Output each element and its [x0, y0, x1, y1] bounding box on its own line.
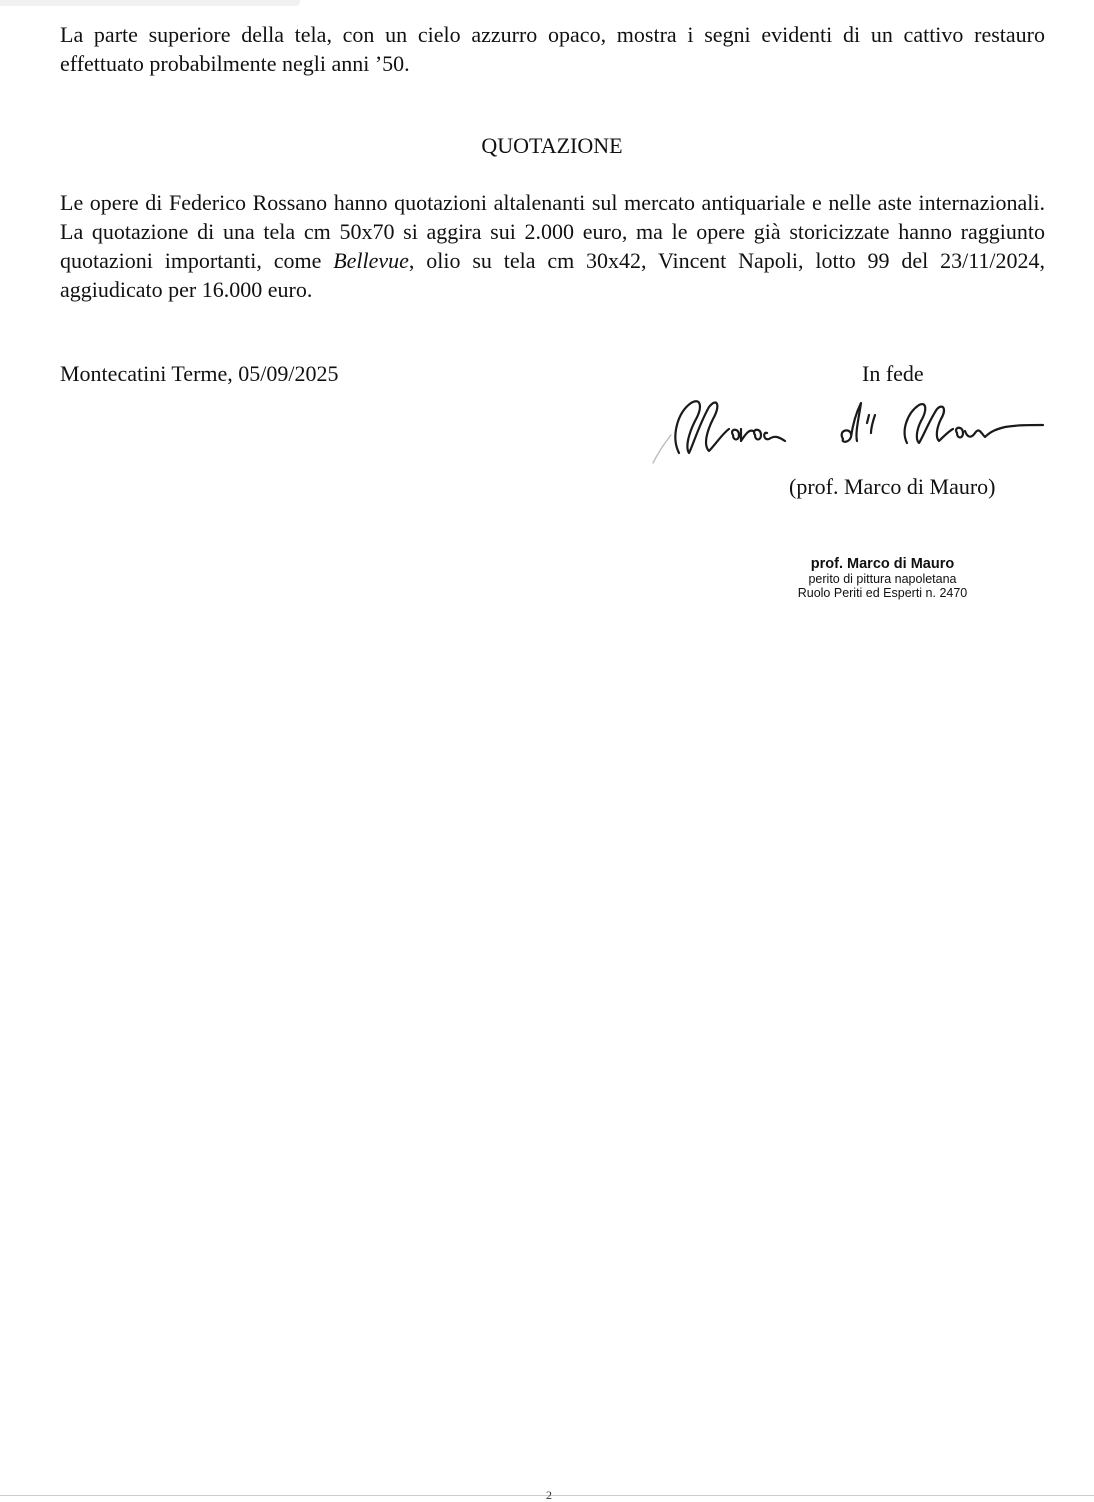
page-number: 2: [546, 1488, 552, 1502]
professional-stamp: [770, 556, 995, 600]
closing-in-fede: In fede: [862, 361, 924, 386]
place-date: Montecatini Terme, 05/09/2025: [60, 361, 339, 386]
handwritten-signature: [645, 385, 1050, 470]
paragraph-quotation-part-2: , olio su tela cm 30x42, Vincent Napoli, lotto 99 del 23/11/2024, aggiudicato per 16.000 euro.: [60, 248, 1045, 302]
stamp-name: prof. Marco di Mauro: [810, 556, 955, 572]
paragraph-quotation: [60, 188, 1045, 304]
stamp-registry: Ruolo Periti ed Esperti n. 2470: [797, 586, 968, 600]
paragraph-restoration: La parte superiore della tela, con un cielo azzurro opaco, mostra i segni evidenti di un cattivo restauro effettuato probabilmente negli anni ’50.: [60, 22, 1045, 76]
paragraph-quotation-part-1: Le opere di Federico Rossano hanno quotazioni altalenanti sul mercato antiquariale e nelle aste internazionali. La quotazione di una tela cm 50x70 si aggira sui 2.000 euro, ma le opere già storicizzate hanno raggiunto quotazioni importanti, come: [60, 190, 1045, 273]
stamp-role: perito di pittura napoletana: [808, 572, 957, 586]
top-tab-strip: [0, 0, 300, 6]
artwork-title: Bellevue: [333, 248, 409, 273]
signer-name: (prof. Marco di Mauro): [789, 474, 996, 499]
section-title-quotazione: QUOTAZIONE: [481, 133, 623, 158]
